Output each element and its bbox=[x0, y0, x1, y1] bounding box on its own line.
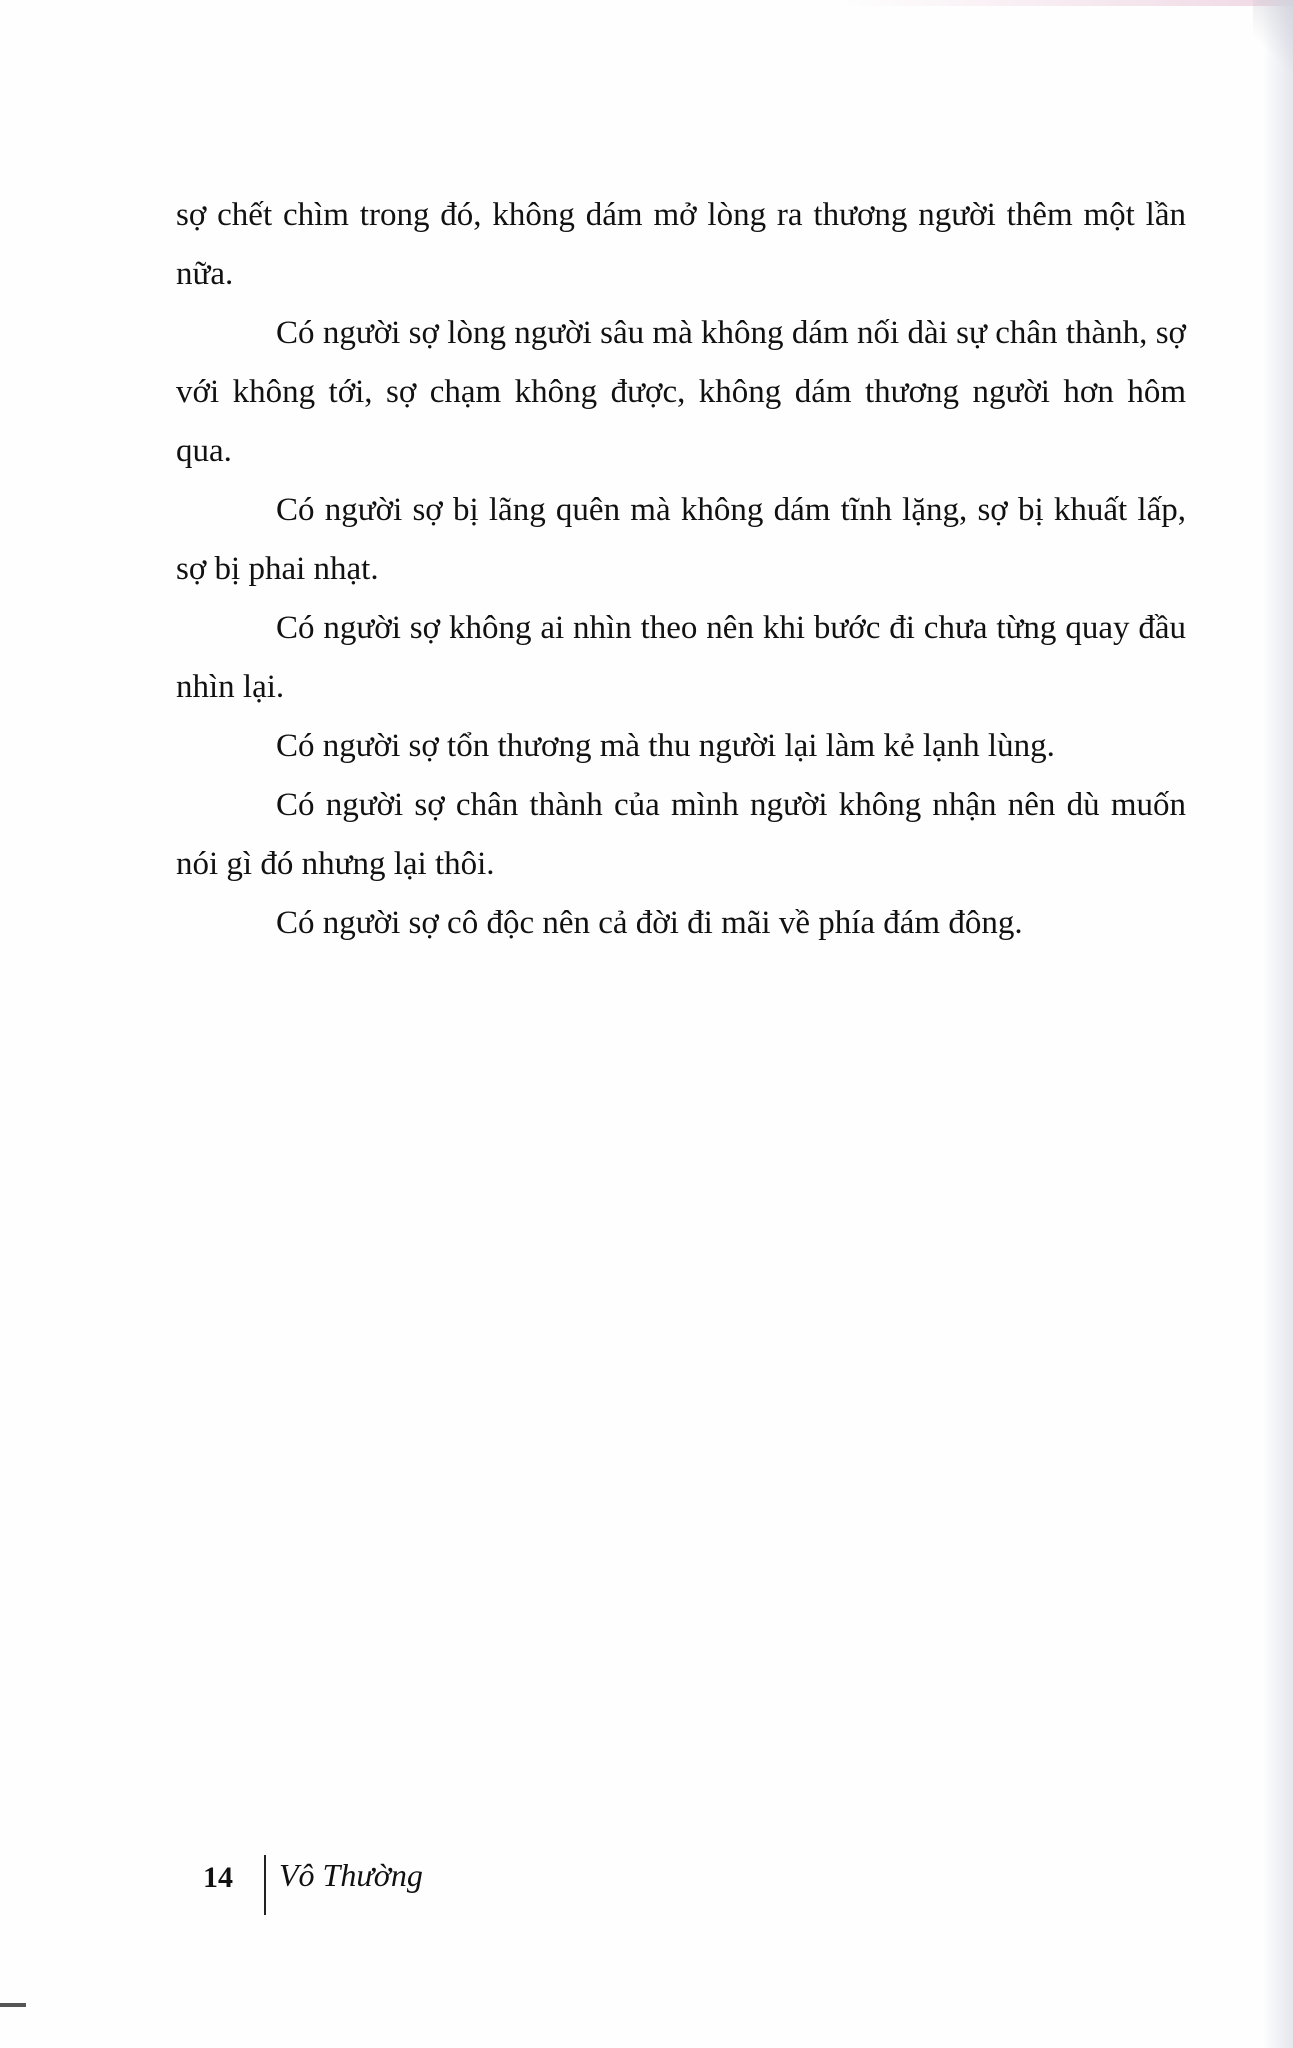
scan-mark bbox=[0, 2003, 26, 2007]
book-title: Vô Thường bbox=[279, 1857, 423, 1893]
paragraph: Có người sợ tổn thương mà thu người lại làm kẻ lạnh lùng. bbox=[276, 728, 1055, 764]
page-top-edge bbox=[840, 0, 1293, 6]
paragraph: Có người sợ cô độc nên cả đời đi mãi về phía đám đông. bbox=[276, 905, 1023, 941]
page-right-edge bbox=[1263, 0, 1293, 2048]
page-corner-shadow bbox=[1253, 0, 1293, 70]
footer-divider bbox=[264, 1855, 266, 1915]
body-text bbox=[176, 186, 1186, 953]
paragraph-continued: sợ chết chìm trong đó, không dám mở lòng ra thương người thêm một lần nữa. bbox=[176, 197, 1186, 292]
paragraph: Có người sợ chân thành của mình người không nhận nên dù muốn nói gì đó nhưng lại thôi. bbox=[176, 787, 1186, 882]
page-number: 14 bbox=[203, 1861, 233, 1894]
paragraph: Có người sợ bị lãng quên mà không dám tĩnh lặng, sợ bị khuất lấp, sợ bị phai nhạt. bbox=[176, 492, 1186, 587]
paragraph: Có người sợ không ai nhìn theo nên khi bước đi chưa từng quay đầu nhìn lại. bbox=[176, 610, 1186, 705]
paragraph: Có người sợ lòng người sâu mà không dám nối dài sự chân thành, sợ với không tới, sợ chạm không được, không dám thương người hơn hôm qua. bbox=[176, 315, 1186, 469]
